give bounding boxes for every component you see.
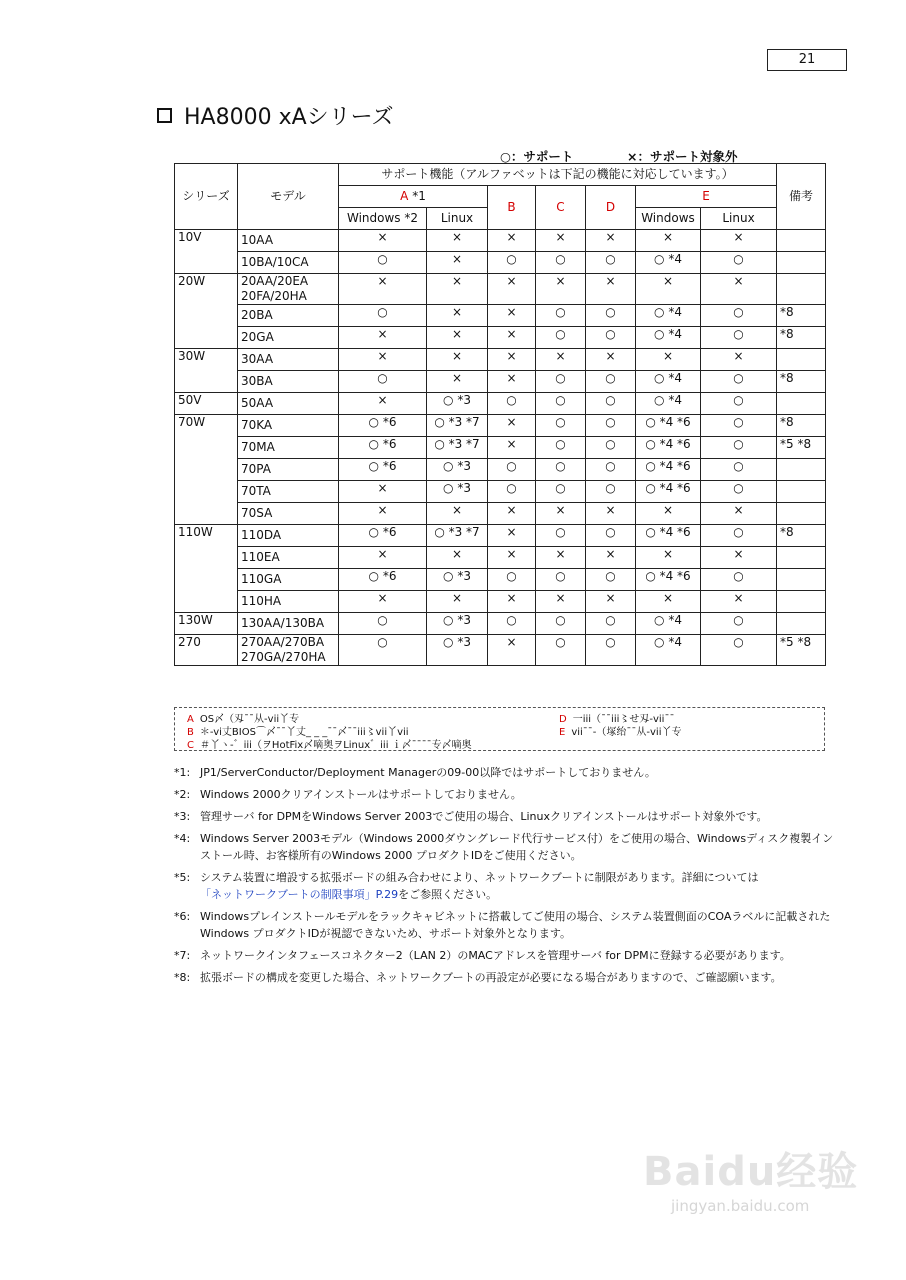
remarks-cell: *8 [777, 525, 826, 547]
support-mark-cell: × [536, 547, 586, 569]
table-row [175, 613, 826, 635]
footnote-a: A OS〆（刄¯¯从‐vii丫专 [187, 714, 300, 725]
remarks-cell [777, 547, 826, 569]
support-mark-cell: ○ *4 *6 [636, 525, 701, 547]
support-mark-cell: × [339, 349, 427, 371]
support-mark-cell: ○ [536, 525, 586, 547]
series-cell: 30W [175, 349, 238, 393]
remarks-cell: *5 *8 [777, 437, 826, 459]
support-mark-cell: × [427, 305, 488, 327]
support-mark-cell: ○ [536, 415, 586, 437]
support-mark-cell: × [636, 230, 701, 252]
support-mark-cell: × [488, 591, 536, 613]
support-mark-cell: × [427, 591, 488, 613]
table-row [175, 252, 826, 274]
support-mark-cell: × [636, 547, 701, 569]
support-mark-cell: × [586, 591, 636, 613]
footnote-b: B ＊‐vi丈BIOS⌒〆¯¯丫丈_ _ _¯¯〆¯¯iii〻vii丫vii [187, 727, 409, 738]
table-row [175, 569, 826, 591]
support-mark-cell: × [427, 274, 488, 305]
model-cell: 110DA [238, 525, 339, 547]
support-mark-cell: ○ *4 *6 [636, 481, 701, 503]
table-row [175, 503, 826, 525]
support-mark-cell: × [488, 349, 536, 371]
support-mark-cell: × [488, 327, 536, 349]
support-mark-cell: ○ [536, 613, 586, 635]
support-mark-cell: × [339, 591, 427, 613]
series-cell: 70W [175, 415, 238, 525]
support-mark-cell: ○ *4 [636, 327, 701, 349]
model-cell: 70MA [238, 437, 339, 459]
support-mark-cell: ○ *4 [636, 635, 701, 666]
support-mark-cell: × [488, 635, 536, 666]
table-body [175, 230, 826, 666]
model-cell: 50AA [238, 393, 339, 415]
header-linux-a: Linux [427, 208, 488, 230]
support-mark-cell: ○ [536, 371, 586, 393]
remarks-cell: *8 [777, 327, 826, 349]
page-number: 21 [767, 49, 847, 71]
header-col-e: E [636, 186, 777, 208]
support-mark-cell: × [488, 371, 536, 393]
remarks-cell: *8 [777, 415, 826, 437]
support-mark-cell: × [586, 503, 636, 525]
support-mark-cell: × [488, 525, 536, 547]
support-mark-cell: ○ *3 [427, 481, 488, 503]
model-cell: 20GA [238, 327, 339, 349]
remarks-cell [777, 613, 826, 635]
series-cell: 270 [175, 635, 238, 666]
footnote-c: C ＃丫ヽ‐゛iii（ヲHotFix〆嘀奥ヲLinux゛iii ｉ〆¯¯¯¯专〆嘀奥 [187, 740, 472, 751]
watermark [643, 1140, 858, 1215]
support-mark-cell: ○ [701, 437, 777, 459]
support-mark-cell: ○ *4 [636, 393, 701, 415]
note-8: *8: 拡張ボードの構成を変更した場合、ネットワークブートの再設定が必要になる場合がありますので、ご確認願います。 [174, 971, 782, 984]
support-mark-cell: ○ [586, 569, 636, 591]
support-mark-cell: ○ [488, 613, 536, 635]
support-mark-cell: × [488, 547, 536, 569]
remarks-cell [777, 349, 826, 371]
table-row [175, 349, 826, 371]
remarks-cell [777, 252, 826, 274]
feature-footnotes [174, 707, 825, 751]
legend-unsupported: ×：サポート対象外 [627, 149, 738, 164]
table-row [175, 547, 826, 569]
support-mark-cell: ○ [701, 252, 777, 274]
page-title-text: HA8000 xAシリーズ [184, 105, 394, 130]
table-row [175, 459, 826, 481]
support-mark-cell: ○ [586, 393, 636, 415]
support-mark-cell: ○ [586, 481, 636, 503]
header-remarks: 備考 [777, 164, 826, 230]
support-mark-cell: ○ [586, 437, 636, 459]
model-cell: 110EA [238, 547, 339, 569]
support-mark-cell: ○ [586, 371, 636, 393]
support-mark-cell: × [536, 591, 586, 613]
table-row [175, 327, 826, 349]
header-series: シリーズ [175, 164, 238, 230]
col-a-note: *1 [412, 189, 426, 203]
remarks-cell [777, 393, 826, 415]
model-cell: 10BA/10CA [238, 252, 339, 274]
table-row [175, 415, 826, 437]
header-linux-e: Linux [701, 208, 777, 230]
support-mark-cell: × [536, 349, 586, 371]
support-mark-cell: × [427, 547, 488, 569]
support-mark-cell: ○ *6 [339, 569, 427, 591]
model-cell: 20AA/20EA 20FA/20HA [238, 274, 339, 305]
note-6: *6: Windowsプレインストールモデルをラックキャビネットに搭載してご使用の場合、システム装置側面のCOAラベルに記載されたWindows プロダクトIDが視認できないため、サポート対象外となります。 [174, 910, 831, 940]
support-mark-cell: ○ [586, 635, 636, 666]
model-cell: 20BA [238, 305, 339, 327]
support-mark-cell: ○ *4 *6 [636, 415, 701, 437]
support-mark-cell: ○ [536, 305, 586, 327]
support-mark-cell: ○ *4 *6 [636, 437, 701, 459]
header-col-c: C [536, 186, 586, 230]
remarks-cell: *8 [777, 371, 826, 393]
support-mark-cell: ○ *4 [636, 252, 701, 274]
checkbox-square-icon [157, 108, 172, 123]
support-mark-cell: ○ [536, 459, 586, 481]
support-mark-cell: ○ [586, 525, 636, 547]
col-a-letter: A [400, 189, 409, 203]
model-cell: 110GA [238, 569, 339, 591]
header-col-a [339, 186, 488, 208]
header-windows-e: Windows [636, 208, 701, 230]
support-mark-cell: ○ [586, 415, 636, 437]
support-mark-cell: ○ [701, 393, 777, 415]
support-mark-cell: × [339, 547, 427, 569]
support-mark-cell: × [701, 230, 777, 252]
legend-supported: ○：サポート [500, 149, 574, 164]
remarks-cell: *5 *8 [777, 635, 826, 666]
support-table [174, 163, 826, 666]
table-row [175, 393, 826, 415]
note-3: *3: 管理サーバ for DPMをWindows Server 2003でご使用の場合、Linuxクリアインストールはサポート対象外です。 [174, 810, 768, 823]
support-mark-cell: × [339, 481, 427, 503]
support-mark-cell: ○ [536, 252, 586, 274]
support-mark-cell: ○ *4 [636, 371, 701, 393]
table-row [175, 635, 826, 666]
support-mark-cell: × [586, 547, 636, 569]
support-mark-cell: ○ [701, 371, 777, 393]
support-mark-cell: ○ *4 [636, 305, 701, 327]
support-mark-cell: ○ *6 [339, 415, 427, 437]
remarks-cell [777, 569, 826, 591]
support-mark-cell: ○ *3 [427, 569, 488, 591]
support-mark-cell: ○ [536, 393, 586, 415]
support-mark-cell: × [701, 547, 777, 569]
model-cell: 70PA [238, 459, 339, 481]
support-mark-cell: × [488, 305, 536, 327]
support-mark-cell: × [701, 349, 777, 371]
support-mark-cell: × [339, 393, 427, 415]
remarks-cell [777, 481, 826, 503]
support-mark-cell: × [488, 503, 536, 525]
remarks-cell: *8 [777, 305, 826, 327]
note-4: *4: Windows Server 2003モデル（Windows 2000ダウングレード代行サービス付）をご使用の場合、Windowsディスク複製インストール時、お客様所有のWindows 2000 プロダクトIDをご使用ください。 [174, 832, 834, 862]
support-mark-cell: ○ [488, 481, 536, 503]
support-mark-cell: × [488, 274, 536, 305]
support-mark-cell: × [701, 503, 777, 525]
support-mark-cell: × [586, 349, 636, 371]
series-cell: 20W [175, 274, 238, 349]
series-cell: 50V [175, 393, 238, 415]
series-cell: 130W [175, 613, 238, 635]
support-mark-cell: ○ [701, 525, 777, 547]
support-mark-cell: × [586, 274, 636, 305]
model-cell: 30BA [238, 371, 339, 393]
support-mark-cell: × [339, 503, 427, 525]
support-mark-cell: ○ [339, 305, 427, 327]
support-mark-cell: ○ *3 [427, 613, 488, 635]
remarks-cell [777, 274, 826, 305]
table-row [175, 274, 826, 305]
footnote-d: D 一iii（¯¯iii〻せ刄‐vii¯¯ [559, 714, 675, 725]
series-cell: 110W [175, 525, 238, 613]
support-mark-cell: × [636, 503, 701, 525]
support-mark-cell: ○ *3 *7 [427, 437, 488, 459]
support-mark-cell: ○ *3 [427, 459, 488, 481]
support-mark-cell: ○ [701, 415, 777, 437]
table-row [175, 230, 826, 252]
support-mark-cell: × [488, 415, 536, 437]
support-mark-cell: ○ [586, 305, 636, 327]
support-mark-cell: ○ [586, 613, 636, 635]
model-cell: 70TA [238, 481, 339, 503]
support-mark-cell: × [427, 230, 488, 252]
support-mark-cell: ○ *3 [427, 393, 488, 415]
remarks-cell [777, 503, 826, 525]
header-model: モデル [238, 164, 339, 230]
support-mark-cell: × [636, 274, 701, 305]
support-mark-cell: × [701, 591, 777, 613]
support-mark-cell: × [427, 252, 488, 274]
note-5: *5: システム装置に増設する拡張ボードの組み合わせにより、ネットワークブートに制限があります。詳細については 「ネットワークブートの制限事項」P.29をご参照ください。 [174, 871, 759, 901]
support-mark-cell: ○ [586, 327, 636, 349]
support-mark-cell: ○ *4 [636, 613, 701, 635]
table-row [175, 305, 826, 327]
support-mark-cell: ○ [488, 252, 536, 274]
model-cell: 70SA [238, 503, 339, 525]
support-mark-cell: × [339, 230, 427, 252]
support-mark-cell: × [636, 591, 701, 613]
support-mark-cell: ○ [701, 635, 777, 666]
support-mark-cell: ○ [701, 613, 777, 635]
model-cell: 110HA [238, 591, 339, 613]
table-row [175, 525, 826, 547]
support-mark-cell: × [536, 230, 586, 252]
support-mark-cell: ○ [339, 252, 427, 274]
support-mark-cell: × [427, 349, 488, 371]
remarks-cell [777, 230, 826, 252]
header-col-d: D [586, 186, 636, 230]
support-mark-cell: ○ *6 [339, 459, 427, 481]
support-mark-cell: ○ [586, 459, 636, 481]
support-mark-cell: × [488, 230, 536, 252]
support-mark-cell: ○ [339, 613, 427, 635]
support-mark-cell: × [427, 371, 488, 393]
note-1: *1: JP1/ServerConductor/Deployment Managerの09-00以降ではサポートしておりません。 [174, 766, 656, 779]
note-2: *2: Windows 2000クリアインストールはサポートしておりません。 [174, 788, 522, 801]
model-cell: 130AA/130BA [238, 613, 339, 635]
support-mark-cell: ○ *3 [427, 635, 488, 666]
support-mark-cell: ○ [488, 459, 536, 481]
support-mark-cell: ○ *4 *6 [636, 459, 701, 481]
model-cell: 270AA/270BA 270GA/270HA [238, 635, 339, 666]
support-mark-cell: ○ [536, 327, 586, 349]
support-mark-cell: ○ *3 *7 [427, 415, 488, 437]
support-mark-cell: × [586, 230, 636, 252]
support-mark-cell: ○ [586, 252, 636, 274]
support-mark-cell: ○ *3 *7 [427, 525, 488, 547]
watermark-logo: Baidu经验 [643, 1149, 859, 1195]
support-mark-cell: × [339, 274, 427, 305]
support-mark-cell: × [536, 503, 586, 525]
support-mark-cell: × [427, 503, 488, 525]
support-mark-cell: × [636, 349, 701, 371]
remarks-cell [777, 591, 826, 613]
remarks-cell [777, 459, 826, 481]
header-windows-a: Windows *2 [339, 208, 427, 230]
header-col-b: B [488, 186, 536, 230]
support-mark-cell: ○ [536, 481, 586, 503]
support-mark-cell: ○ [701, 305, 777, 327]
support-mark-cell: ○ *6 [339, 525, 427, 547]
support-mark-cell: ○ [701, 327, 777, 349]
support-mark-cell: ○ *6 [339, 437, 427, 459]
support-mark-cell: × [488, 437, 536, 459]
support-mark-cell: ○ [701, 569, 777, 591]
table-row [175, 591, 826, 613]
support-mark-cell: ○ [488, 569, 536, 591]
support-mark-cell: ○ [701, 459, 777, 481]
model-cell: 10AA [238, 230, 339, 252]
model-cell: 30AA [238, 349, 339, 371]
table-row [175, 437, 826, 459]
support-mark-cell: ○ [701, 481, 777, 503]
support-mark-cell: ○ [536, 635, 586, 666]
watermark-url: jingyan.baidu.com [671, 1197, 810, 1215]
support-mark-cell: × [427, 327, 488, 349]
header-features: サポート機能（アルファベットは下記の機能に対応しています。） [339, 164, 777, 186]
support-mark-cell: ○ [339, 371, 427, 393]
support-mark-cell: × [701, 274, 777, 305]
table-row [175, 481, 826, 503]
model-cell: 70KA [238, 415, 339, 437]
support-mark-cell: ○ [488, 393, 536, 415]
note-5-link[interactable]: 「ネットワークブートの制限事項」P.29 [200, 888, 399, 901]
support-mark-cell: ○ [536, 569, 586, 591]
note-7: *7: ネットワークインタフェースコネクター2（LAN 2）のMACアドレスを管理サーバ for DPMに登録する必要があります。 [174, 949, 791, 962]
support-mark-cell: ○ [536, 437, 586, 459]
table-row [175, 371, 826, 393]
support-mark-cell: × [339, 327, 427, 349]
support-mark-cell: ○ [339, 635, 427, 666]
page-title [157, 100, 394, 131]
footnote-e: E vii¯¯‐（塚绐¯¯从‐vii丫专 [559, 727, 682, 738]
support-mark-cell: ○ *4 *6 [636, 569, 701, 591]
support-mark-cell: × [536, 274, 586, 305]
notes-list [174, 764, 834, 991]
series-cell: 10V [175, 230, 238, 274]
